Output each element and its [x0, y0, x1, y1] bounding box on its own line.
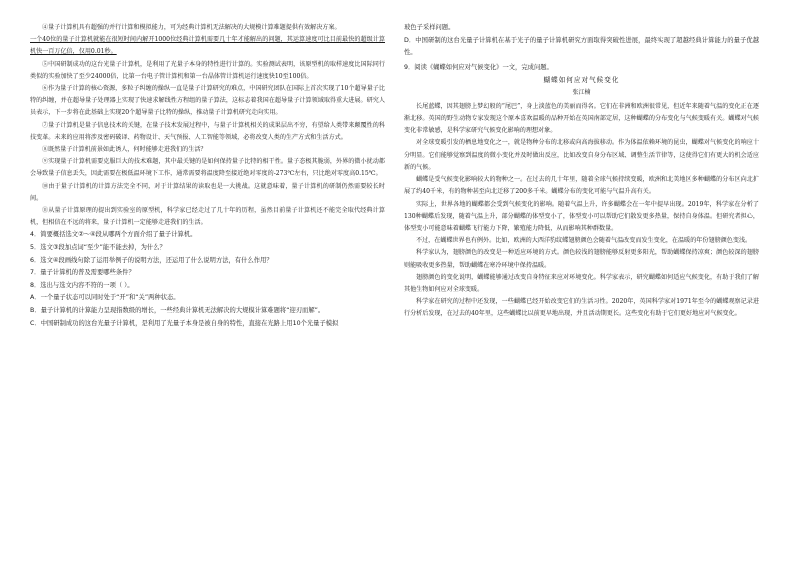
- question-line: 7．量子计算机的普及需要哪些条件？: [30, 269, 135, 277]
- question-line: C．中国研制成功的这台光量子计算机，是利用了光量子本身是被自身的特性，直接在光路上用10个光量子模拟: [30, 319, 339, 327]
- question-line: 5．选文③段加点词“至少”能不能去掉，为什么？: [30, 244, 166, 252]
- paragraph: 科学家在研究的过程中还发现，一些蝴蝶已经开始改变它们的生活习性。2020年，英国科学家对1971年至今的蝴蝶观察记录进行分析后发现，在过去的40年里，这些蝴蝶比以前更早地出现，并且活动期更长。这些变化有助于它们更好地应对气候变化。: [404, 298, 759, 318]
- paragraph: ⑧既然量子计算机前景如此诱人，何时能够走进我们的生活？: [42, 146, 207, 154]
- question-line: 8．选出与选文内容不符的一项（ ）。: [30, 281, 134, 289]
- question-line: A．一个量子状态可以同时处于“开”和“关”两种状态。: [30, 294, 180, 302]
- article-author: 张江楠: [572, 88, 591, 96]
- paragraph: 实际上，世界各地的蝴蝶都会受到气候变化的影响。随着气温上升，许多蝴蝶会在一年中提早出现。2019年，科学家在分析了130种蝴蝶后发现，随着气温上升，部分蝴蝶的体型变小了，体型变小可以帮助它们散发更多热量，保持自身体温。但研究者担心，体型变小可能意味着蝴蝶飞行能力下降，繁殖能力降低，从而影响其种群数量。: [404, 200, 759, 232]
- right-column: [404, 22, 759, 321]
- paragraph: ⑥作为量子计算的核心资源，多粒子纠缠的操纵一直是量子计算研究的难点，中国研究团队在国际上首次实现了10个超导量子比特的纠缠，并在超导量子处理器上实现了快速求解线性方程组的量子算法，这标志着我国在超导量子计算领域取得重大进展。研究人员表示，下一步将在此基础上实现20个超导量子比特的操纵，推动量子计算机研究走向实用。: [30, 85, 385, 117]
- paragraph: 科学家认为，翅膀颜色的改变是一种适应环境的方式。颜色较浅的翅膀能够反射更多阳光，帮助蝴蝶保持凉爽；颜色较深的翅膀则能吸收更多热量，帮助蝴蝶在寒冷环境中保持温暖。: [404, 249, 759, 269]
- article-body: [404, 101, 759, 321]
- paragraph: ⑩由于量子计算机的计算方法完全不同，对于计算结果的读取也是一大挑战。这就意味着，量子计算机的研制仍然需要较长时间。: [30, 182, 385, 202]
- paragraph: 不过，在蝴蝶世界也有例外。比如，欧洲的大西洋豹纹蝶翅膀颜色会随着气温改变而发生变化，在温暖的年份翅膀颜色变浅。: [416, 237, 752, 245]
- paragraph: 蝴蝶是受气候变化影响较大的物种之一。在过去的几十年里，随着全球气候持续变暖，欧洲和北美地区多种蝴蝶的分布区向北扩展了约40千米，有的物种甚至向北迁移了200多千米。蝴蝶分布的变化可能与气温升高有关。: [404, 176, 759, 196]
- paragraph: 对全球变暖引发的栖息地变化之一，就是物种分布的北移或向高海拔移动。作为体温依赖环境的昆虫，蝴蝶对气候变化的响应十分明显。它们能够觉察到温度的微小变化并及时做出反应，比如改变自身分布区域、调整生活节律等，这使得它们有更大的机会适应新的气候。: [404, 139, 759, 171]
- paragraph: 长尾蓝蝶，因其翅膀上梦幻般的“尾巴”，身上淡蓝色的美丽而得名。它们在非洲和欧洲很常见，但近年来随着气温的变化正在逐渐北移。英国的野生动物专家发现这个原本喜欢温暖的品种开始在英国南部定居，这种蝴蝶的分布变化与气候变暖有关。蝴蝶对气候变化非常敏感，是科学家研究气候变化影响的理想对象。: [404, 102, 759, 135]
- paragraph: ⑦量子计算机是量子信息技术的关键，在量子技术发展过程中，与量子计算机相关的成果层出不穷，有望给人类带来颠覆性的科技变革。未来的应用将涉及密码破译、药物设计、天气预报、人工智能等领域，必将改变人类的生产方式和生活方式。: [30, 121, 385, 141]
- paragraph: ⑨实现量子计算机需要克服巨大的技术难题，其中最关键的是如何保持量子比特的相干性。量子态极其脆弱，外界的微小扰动都会导致量子信息丢失，因此需要在极低温环境下工作，通常需要将温度降至接近绝对零度的-273℃左右，只比绝对零度高0.15℃。: [30, 158, 385, 178]
- article-title: 蝴蝶如何应对气候变化: [543, 76, 620, 85]
- question-line: 9．阅读《蝴蝶如何应对气候变化》一文，完成问题。: [404, 63, 553, 71]
- paragraph: ⑪从量子计算原理的提出到实验室的原型机，科学家已经走过了几十年的历程，虽然目前量子计算机还不能完全取代经典计算机，但相信在不远的将来，量子计算机一定能够走进我们的生活。: [30, 207, 385, 227]
- paragraph: ④量子计算机具有超强的并行计算和模拟能力，可为经典计算机无法解决的大规模计算难题提供有效解决方案。: [42, 24, 341, 31]
- paragraph: ⑤中国研制成功的这台光量子计算机，是利用了光量子本身的特性进行计算的。实验测试表明，该原型机的取样速度比国际同行类似的实验加快了至少24000倍，比第一台电子管计算机和第一台晶体管计算机运行速度快10至100倍。: [30, 60, 385, 80]
- question-line: B．量子计算机的计算能力呈现指数级的增长，一些经典计算机无法解决的大规模计算难题将“迎刃而解”。: [30, 307, 325, 315]
- question-line: 玻色子采样问题。: [404, 24, 455, 31]
- paragraph: 翅膀颜色的变化说明，蝴蝶能够通过改变自身特征来应对环境变化。科学家表示，研究蝴蝶如何适应气候变化，有助于我们了解其他生物如何应对全球变暖。: [404, 273, 759, 293]
- question-line: 4．简要概括选文②～④段从哪两个方面介绍了量子计算机。: [30, 231, 197, 239]
- left-column: [30, 22, 385, 330]
- question-line: D．中国研制的这台光量子计算机在基于光子的量子计算机研究方面取得突破性进展，最终实现了超越经典计算能力的量子优越性。: [404, 36, 759, 57]
- right-questions: [404, 22, 759, 74]
- paragraph: 一个40位的量子计算机就能在很短时间内解开1000位经典计算机需要几十年才能解出的问题，其运算速度可比目前最快的超级计算机快一百万亿倍，仅用0.01秒。: [30, 36, 385, 56]
- question-line: 6．选文④段画线句除了运用举例子的说明方法，还运用了什么说明方法，有什么作用？: [30, 256, 273, 264]
